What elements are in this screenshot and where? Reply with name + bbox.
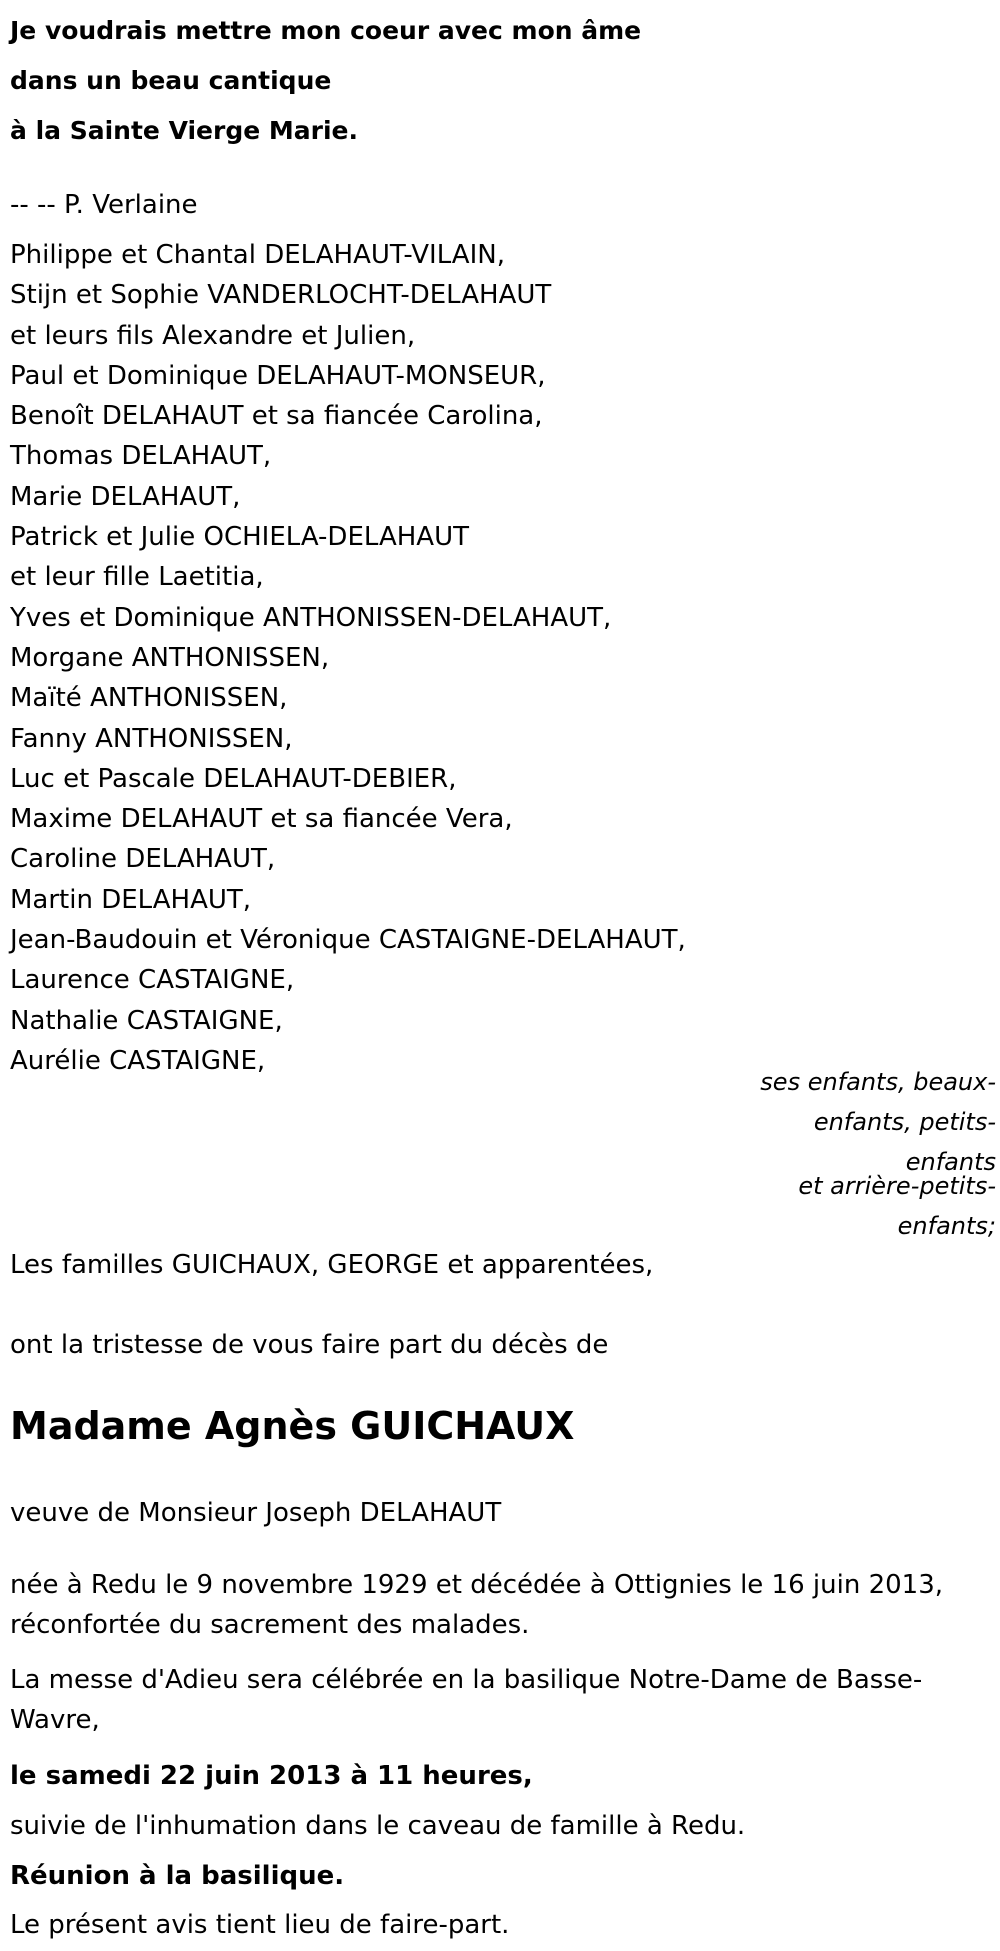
family-member: Jean-Baudouin et Véronique CASTAIGNE-DELAHAUT, bbox=[10, 925, 686, 956]
family-list bbox=[10, 235, 770, 1081]
funeral-mass: La messe d'Adieu sera célébrée en la basilique Notre-Dame de Basse-Wavre, bbox=[10, 1665, 923, 1735]
family-relation-great-grandchildren: et arrière-petits-enfants; bbox=[798, 1172, 996, 1240]
family-member: Maxime DELAHAUT et sa fiancée Vera, bbox=[10, 804, 513, 835]
family-member: Benoît DELAHAUT et sa fiancée Carolina, bbox=[10, 401, 543, 432]
family-member: Martin DELAHAUT, bbox=[10, 884, 252, 915]
burial-info: suivie de l'inhumation dans le caveau de famille à Redu. bbox=[10, 1811, 746, 1841]
sacrament-line: réconfortée du sacrement des malades. bbox=[10, 1610, 530, 1640]
family-member: Aurélie CASTAIGNE, bbox=[10, 1045, 266, 1076]
poem-line: à la Sainte Vierge Marie. bbox=[10, 116, 358, 145]
birth-death-line: née à Redu le 9 novembre 1929 et décédée à Ottignies le 16 juin 2013, bbox=[10, 1570, 944, 1600]
family-member: Laurence CASTAIGNE, bbox=[10, 965, 295, 996]
funeral-date-time: le samedi 22 juin 2013 à 11 heures, bbox=[10, 1761, 533, 1791]
reunion-info: Réunion à la basilique. bbox=[10, 1861, 345, 1891]
family-member: et leurs fils Alexandre et Julien, bbox=[10, 320, 416, 351]
family-member: Nathalie CASTAIGNE, bbox=[10, 1005, 283, 1036]
family-member: Maïté ANTHONISSEN, bbox=[10, 683, 288, 714]
family-member: Marie DELAHAUT, bbox=[10, 481, 241, 512]
birth-death-details bbox=[10, 1565, 970, 1645]
family-member: Philippe et Chantal DELAHAUT-VILAIN, bbox=[10, 240, 505, 270]
family-member: Patrick et Julie OCHIELA-DELAHAUT bbox=[10, 522, 469, 553]
other-families: Les familles GUICHAUX, GEORGE et apparentées, bbox=[10, 1250, 654, 1280]
family-member: Luc et Pascale DELAHAUT-DEBIER, bbox=[10, 763, 457, 794]
notice-statement: Le présent avis tient lieu de faire-part. bbox=[10, 1910, 510, 1940]
deceased-name: Madame Agnès GUICHAUX bbox=[10, 1404, 575, 1448]
poem-line: dans un beau cantique bbox=[10, 66, 332, 95]
family-member: Caroline DELAHAUT, bbox=[10, 844, 276, 875]
family-member: Fanny ANTHONISSEN, bbox=[10, 723, 293, 754]
poem-attribution: -- -- P. Verlaine bbox=[10, 190, 198, 220]
announcement: ont la tristesse de vous faire part du décès de bbox=[10, 1330, 609, 1360]
family-member: Morgane ANTHONISSEN, bbox=[10, 642, 330, 673]
family-member: Stijn et Sophie VANDERLOCHT-DELAHAUT bbox=[10, 280, 552, 311]
family-member: et leur fille Laetitia, bbox=[10, 562, 264, 593]
poem-line: Je voudrais mettre mon coeur avec mon âme bbox=[10, 16, 642, 45]
poem bbox=[10, 6, 710, 156]
family-relation-children: ses enfants, beaux-enfants, petits-enfants bbox=[760, 1068, 996, 1176]
widow-of: veuve de Monsieur Joseph DELAHAUT bbox=[10, 1498, 502, 1528]
family-member: Yves et Dominique ANTHONISSEN-DELAHAUT, bbox=[10, 602, 612, 633]
family-member: Thomas DELAHAUT, bbox=[10, 441, 272, 472]
family-member: Paul et Dominique DELAHAUT-MONSEUR, bbox=[10, 360, 546, 391]
